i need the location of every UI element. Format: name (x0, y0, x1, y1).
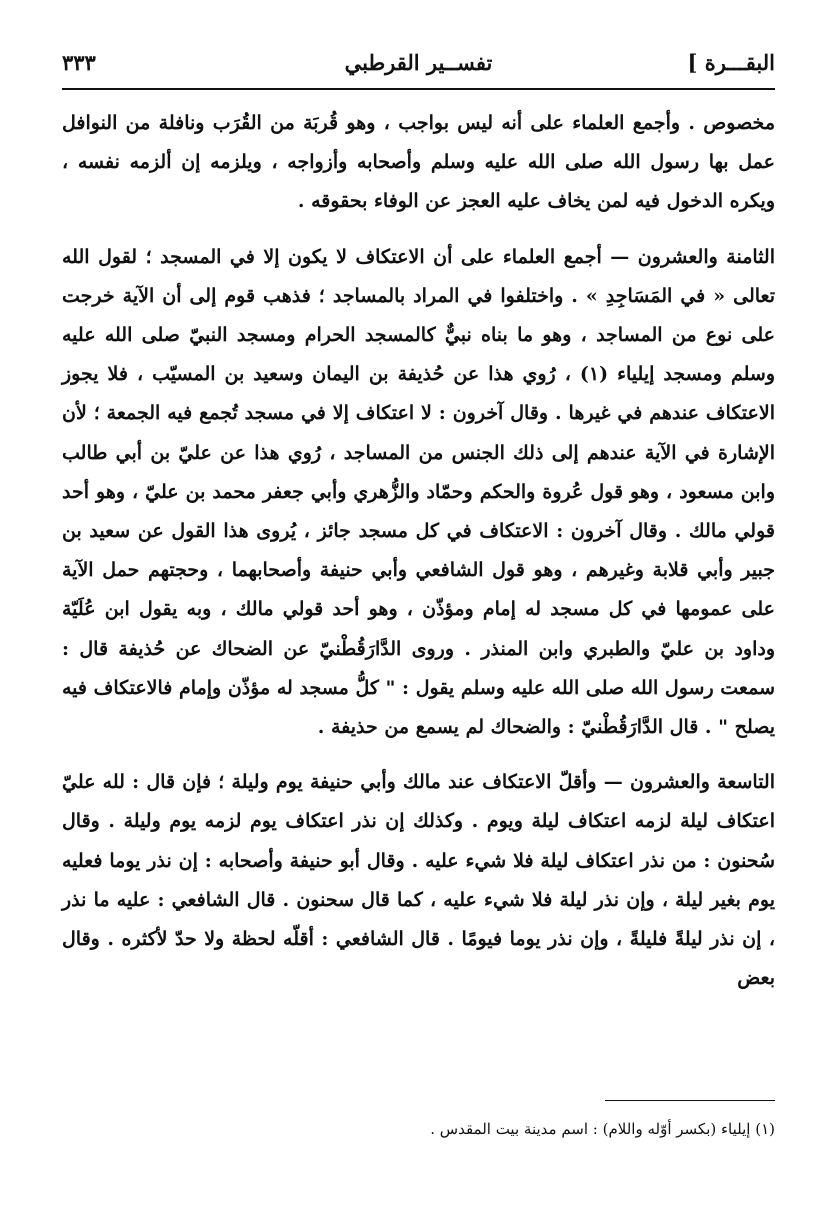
paragraph-lead: التاسعة والعشرون — (596, 771, 775, 794)
paragraph-2 (62, 238, 775, 748)
page-number: ٣٣٣ (62, 49, 96, 75)
paragraph-text: أجمع العلماء على أن الاعتكاف لا يكون إلا في المسجد ؛ لقول الله تعالى « في المَسَاجِدِ » . واختلفوا في المراد بالمساجد ؛ فذهب قوم إلى أن الآية خرجت على نوع من المساجد ، وهو ما بناه نبيٌّ كالمسجد الحرام ومسجد النبيّ صلى الله عليه وسلم ومسجد إيلياء (١) ، رُوي هذا عن حُذيفة بن اليمان وسعيد بن المسيّب ، فلا يجوز الاعتكاف عندهم في غيرها . وقال آخرون : لا اعتكاف إلا في مسجد تُجمع فيه الجمعة ؛ لأن الإشارة في الآية عندهم إلى ذلك الجنس من المساجد ، رُوي هذا عن عليّ بن أبي طالب وابن مسعود ، وهو قول عُروة والحكم وحمّاد والزُّهري وأبي جعفر محمد بن عليّ ، وهو أحد قولي مالك . وقال آخرون : الاعتكاف في كل مسجد جائز ، يُروى هذا القول عن سعيد بن جبير وأبي قلابة وغيرهم ، وهو قول الشافعي وأبي حنيفة وأصحابهما ، وحجتهم حمل الآية على عمومها في كل مسجد له إمام ومؤذّن ، وهو أحد قولي مالك ، وبه يقول ابن عُلَيّة وداود بن عليّ والطبري وابن المنذر . وروى الدَّارَقُطْنيّ عن الضحاك عن حُذيفة قال : سمعت رسول الله صلى الله عليه وسلم يقول : " كلُّ مسجد له مؤذّن وإمام فالاعتكاف فيه يصلح " . قال الدَّارَقُطْنيّ : والضحاك لم يسمع من حذيفة . (62, 245, 776, 739)
book-title: تفســير القرطبي (344, 49, 493, 75)
paragraph-lead: الثامنة والعشرون — (601, 245, 775, 268)
paragraph-3 (62, 763, 775, 998)
body-text (62, 104, 775, 998)
footnote-rule (605, 1100, 775, 1101)
paragraph-text: مخصوص . وأجمع العلماء على أنه ليس بواجب ، وهو قُربَة من القُرَب ونافلة من النوافل عمل بها رسول الله صلى الله عليه وسلم وأصحابه وأزواجه ، ويلزمه إن ألزمه نفسه ، ويكره الدخول فيه لمن يخاف عليه العجز عن الوفاء بحقوقه . (62, 112, 775, 213)
page-header (62, 38, 775, 86)
surah-name: البقـــرة ] (687, 49, 775, 75)
paragraph-text: وأقلّ الاعتكاف عند مالك وأبي حنيفة يوم وليلة ؛ فإن قال : لله عليّ اعتكاف ليلة لزمه اعتكاف ليلة ويوم . وكذلك إن نذر اعتكاف يوم لزمه يوم وليلة . وقال سُحنون : من نذر اعتكاف ليلة فلا شيء عليه . وقال أبو حنيفة وأصحابه : إن نذر يوما فعليه يوم بغير ليلة ، وإن نذر ليلة فلا شيء عليه ، كما قال سحنون . قال الشافعي : عليه ما نذر ، إن نذر ليلةً فليلةً ، وإن نذر يوما فيومًا . قال الشافعي : أقلّه لحظة ولا حدّ لأكثره . وقال بعض (62, 771, 775, 990)
paragraph-1 (62, 104, 775, 222)
footnote: (١) إيلياء (بكسر أوّله واللام) : اسم مدينة بيت المقدس . (430, 1120, 775, 1138)
header-rule (62, 88, 775, 90)
